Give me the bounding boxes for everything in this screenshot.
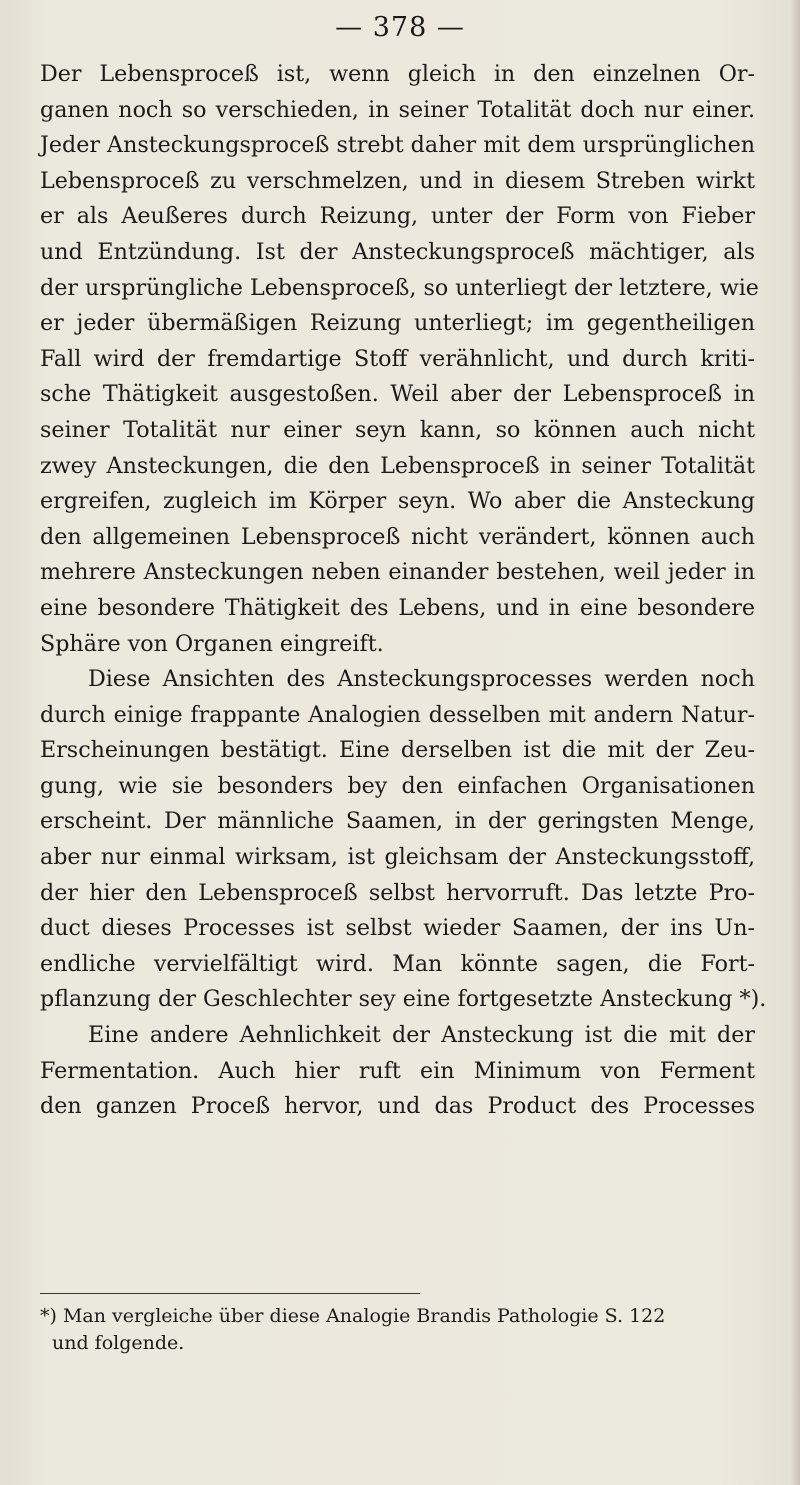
- text-line: gung, wie sie besonders bey den einfachen Organisationen: [40, 772, 755, 799]
- page-number: — 378 —: [335, 12, 465, 43]
- text-line: pflanzung der Geschlechter sey eine fortgesetzte Ansteckung *).: [40, 986, 767, 1013]
- text-line: durch einige frappante Analogien desselben mit andern Natur-: [40, 701, 755, 728]
- footnote-rule: [40, 1293, 420, 1294]
- text-line: Erscheinungen bestätigt. Eine derselben ist die mit der Zeu-: [40, 737, 755, 764]
- page-edge-shadow: [790, 0, 800, 1485]
- text-line: er als Aeußeres durch Reizung, unter der Form von Fieber: [40, 203, 755, 230]
- text-line: zwey Ansteckungen, die den Lebensproceß in seiner Totalität: [40, 452, 755, 479]
- text-line: den ganzen Proceß hervor, und das Product des Processes: [40, 1093, 755, 1120]
- text-line: ergreifen, zugleich im Körper seyn. Wo aber die Ansteckung: [40, 488, 755, 515]
- text-line: seiner Totalität nur einer seyn kann, so können auch nicht: [40, 416, 755, 443]
- text-line: Diese Ansichten des Ansteckungsprocesses werden noch: [88, 666, 755, 693]
- text-line: endliche vervielfältigt wird. Man könnte sagen, die Fort-: [40, 950, 755, 977]
- text-line: Fermentation. Auch hier ruft ein Minimum von Ferment: [40, 1057, 755, 1084]
- text-line: und Entzündung. Ist der Ansteckungsproceß mächtiger, als: [40, 238, 755, 265]
- text-line: sche Thätigkeit ausgestoßen. Weil aber der Lebensproceß in: [40, 381, 755, 408]
- text-line: mehrere Ansteckungen neben einander bestehen, weil jeder in: [40, 559, 755, 586]
- text-line: Lebensproceß zu verschmelzen, und in diesem Streben wirkt: [40, 167, 755, 194]
- footnote-line: *) Man vergleiche über diese Analogie Brandis Pathologie S. 122: [40, 1305, 666, 1327]
- text-line: duct dieses Processes ist selbst wieder Saamen, der ins Un-: [40, 915, 755, 942]
- text-line: der ursprüngliche Lebensproceß, so unterliegt der letztere, wie: [40, 274, 759, 301]
- text-line: Sphäre von Organen eingreift.: [40, 630, 384, 657]
- text-line: Fall wird der fremdartige Stoff verähnlicht, und durch kriti-: [40, 345, 755, 372]
- text-line: Jeder Ansteckungsproceß strebt daher mit dem ursprünglichen: [40, 132, 755, 159]
- text-line: der hier den Lebensproceß selbst hervorruft. Das letzte Pro-: [40, 879, 755, 906]
- text-line: erscheint. Der männliche Saamen, in der geringsten Menge,: [40, 808, 755, 835]
- body-text: [40, 57, 767, 1125]
- text-line: den allgemeinen Lebensproceß nicht verändert, können auch: [40, 523, 755, 550]
- text-line: eine besondere Thätigkeit des Lebens, und in eine besondere: [40, 594, 755, 621]
- text-line: Eine andere Aehnlichkeit der Ansteckung ist die mit der: [88, 1022, 755, 1049]
- text-line: er jeder übermäßigen Reizung unterliegt; im gegentheiligen: [40, 310, 755, 337]
- text-line: aber nur einmal wirksam, ist gleichsam der Ansteckungsstoff,: [40, 844, 755, 871]
- text-line: Der Lebensproceß ist, wenn gleich in den einzelnen Or-: [40, 61, 755, 87]
- text-line: ganen noch so verschieden, in seiner Totalität doch nur einer.: [40, 96, 755, 123]
- footnote: [40, 1303, 755, 1357]
- footnote-line: und folgende.: [52, 1332, 185, 1354]
